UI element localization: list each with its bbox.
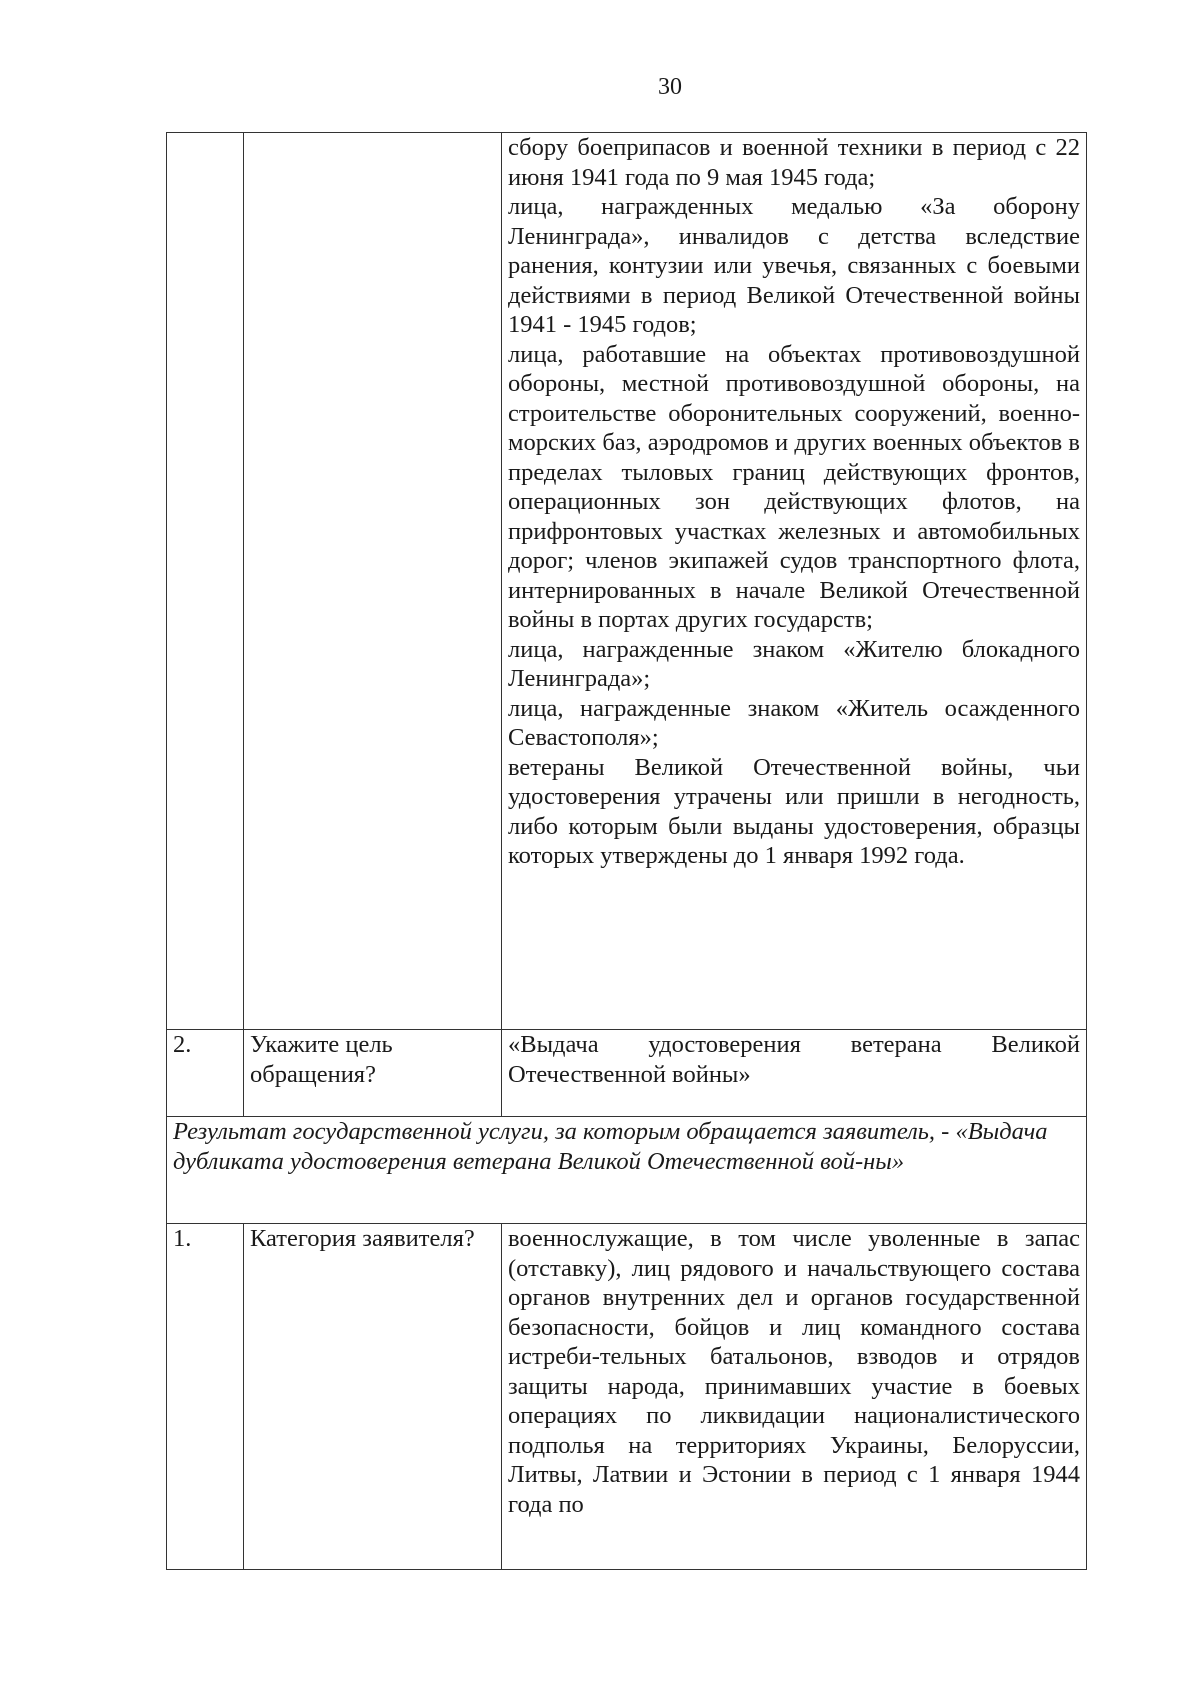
page-number: 30 (658, 74, 682, 100)
table-row (167, 1030, 1087, 1117)
answer-paragraph: лица, награжденные знаком «Жителю блокадного Ленинграда»; (508, 635, 1080, 692)
answer-paragraph: сбору боеприпасов и военной техники в период с 22 июня 1941 года по 9 мая 1945 года; (508, 134, 1080, 191)
answer-paragraph: ветераны Великой Отечественной войны, чьи удостоверения утрачены или пришли в негодность, либо которым были выданы удостоверения, образцы которых утверждены до 1 января 1992 года. (508, 753, 1080, 869)
question-cell (244, 133, 502, 1030)
answer-cell (502, 1030, 1087, 1117)
answer-cell (502, 1224, 1087, 1570)
row-number-cell: 2. (167, 1030, 244, 1117)
table-row (167, 133, 1087, 1030)
section-heading-row (167, 1117, 1087, 1224)
table-row (167, 1224, 1087, 1570)
answer-paragraph: лица, награжденных медалью «За оборону Ленинграда», инвалидов с детства вследствие ранения, контузии или увечья, связанных с боевыми действиями в период Великой Отечественной войны 1941 - 1945 годов; (508, 193, 1080, 338)
row-number-cell (167, 133, 244, 1030)
answer-cell (502, 133, 1087, 1030)
question-cell: Категория заявителя? (244, 1224, 502, 1570)
document-table (166, 132, 1087, 1570)
question-cell: Укажите цель обращения? (244, 1030, 502, 1117)
row-number-cell: 1. (167, 1224, 244, 1570)
section-heading: Результат государственной услуги, за которым обращается заявитель, - «Выдача дубликата удостоверения ветерана Великой Отечественной вой-ны» (167, 1117, 1087, 1224)
answer-paragraph: лица, награжденные знаком «Житель осажденного Севастополя»; (508, 694, 1080, 751)
answer-paragraph: лица, работавшие на объектах противовоздушной обороны, местной противовоздушной обороны, на строительстве оборонительных сооружений, военно-морских баз, аэродромов и других военных объектов в пределах тыловых границ действующих фронтов, операционных зон действующих флотов, на прифронтовых участках железных и автомобильных дорог; членов экипажей судов транспортного флота, интернированных в начале Великой Отечественной войны в портах других государств; (508, 340, 1080, 633)
answer-paragraph: «Выдача удостоверения ветерана Великой Отечественной войны» (508, 1031, 1080, 1088)
answer-paragraph: военнослужащие, в том числе уволенные в запас (отставку), лиц рядового и начальствующего состава органов внутренних дел и органов государственной безопасности, бойцов и лиц командного состава истреби-тельных батальонов, взводов и отрядов защиты народа, принимавших участие в боевых операциях по ликвидации националистического подполья на территориях Украины, Белоруссии, Литвы, Латвии и Эстонии в период с 1 января 1944 года по (508, 1225, 1080, 1518)
